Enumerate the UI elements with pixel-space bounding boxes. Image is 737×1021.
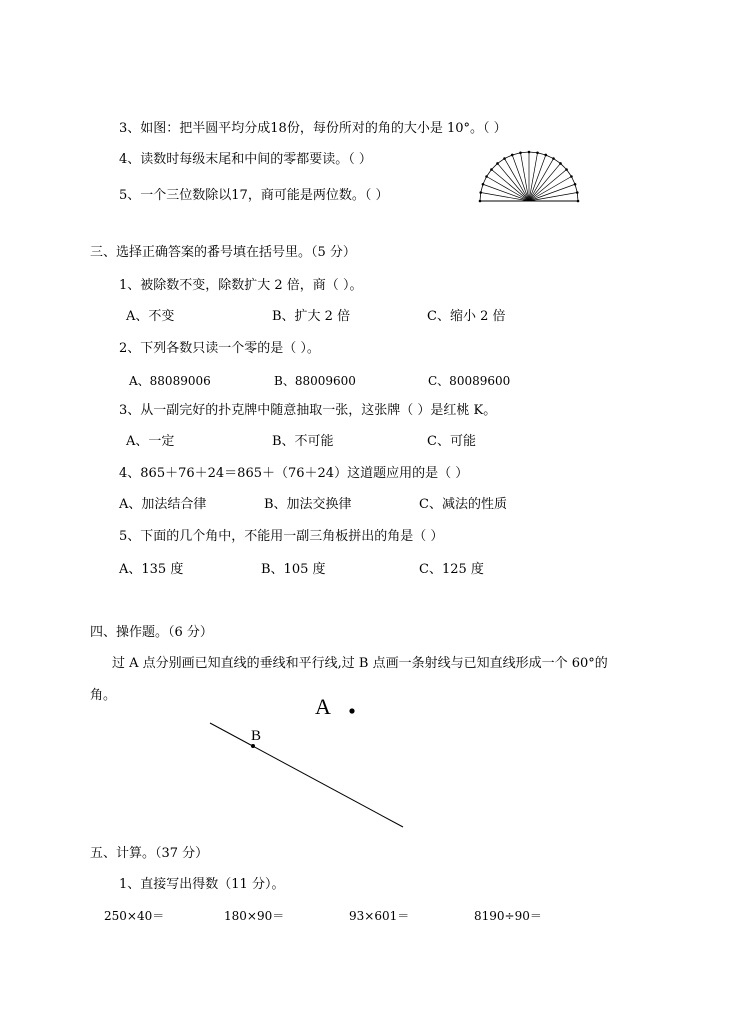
point-a-label: A (315, 694, 331, 719)
calc-item-4: 8190÷90＝ (474, 909, 542, 923)
calc-item-1: 250×40＝ (104, 909, 165, 923)
choice-q3-option-c: C、可能 (427, 434, 476, 449)
point-a-dot (346, 705, 358, 717)
choice-q3-option-b: B、不可能 (272, 434, 334, 449)
section4-instruction-line1: 过 A 点分别画已知直线的垂线和平行线,过 B 点画一条射线与已知直线形成一个 60°的 (112, 656, 608, 671)
choice-q3-option-a: A、一定 (126, 434, 175, 449)
choice-q4-stem: 4、865＋76＋24＝865＋（76＋24）这道题应用的是（ ） (119, 466, 469, 481)
section4-instruction-line2: 角。 (90, 688, 117, 703)
choice-q1-option-a: A、不变 (126, 309, 175, 324)
semicircle-arc-dot (479, 200, 482, 203)
semicircle-protractor-figure (478, 150, 580, 204)
judge-question-5: 5、一个三位数除以17，商可能是两位数。（ ） (119, 188, 389, 203)
choice-q1-option-b: B、扩大 2 倍 (272, 309, 351, 324)
straight-line-segment (210, 723, 403, 827)
choice-q2-option-c: C、80089600 (428, 374, 511, 388)
point-b-dot (251, 744, 255, 748)
judge-question-3: 3、如图：把半圆平均分成18份，每份所对的角的大小是 10°。（ ） (119, 121, 507, 136)
choice-q5-option-b: B、105 度 (261, 562, 326, 577)
calc-item-3: 93×601＝ (349, 909, 410, 923)
section4-title: 四、操作题。（6 分） (90, 625, 213, 640)
point-b-label: B (251, 728, 262, 744)
choice-q1-stem: 1、被除数不变，除数扩大 2 倍，商（ ）。 (119, 278, 363, 293)
semicircle-rays (479, 151, 580, 203)
choice-q1-option-c: C、缩小 2 倍 (427, 309, 506, 324)
choice-q4-option-b: B、加法交换律 (264, 497, 352, 512)
section5-title: 五、计算。（37 分） (90, 846, 209, 861)
judge-question-4: 4、读数时每级末尾和中间的零都要读。（ ） (119, 152, 372, 167)
choice-q5-option-a: A、135 度 (119, 562, 184, 577)
choice-q2-option-b: B、88009600 (274, 374, 356, 388)
choice-q4-option-a: A、加法结合律 (119, 497, 207, 512)
choice-q2-stem: 2、下列各数只读一个零的是（ ）。 (119, 341, 320, 356)
section3-title: 三、选择正确答案的番号填在括号里。（5 分） (90, 245, 356, 260)
choice-q3-stem: 3、从一副完好的扑克牌中随意抽取一张，这张牌（ ）是红桃 K。 (119, 403, 497, 418)
choice-q5-stem: 5、下面的几个角中，不能用一副三角板拼出的角是（ ） (119, 529, 444, 544)
section5-sub1: 1、直接写出得数（11 分）。 (119, 877, 285, 892)
given-straight-line (205, 718, 410, 833)
choice-q4-option-c: C、减法的性质 (419, 497, 507, 512)
calc-item-2: 180×90＝ (224, 909, 285, 923)
choice-q5-option-c: C、125 度 (419, 562, 484, 577)
choice-q2-option-a: A、88089006 (129, 374, 211, 388)
